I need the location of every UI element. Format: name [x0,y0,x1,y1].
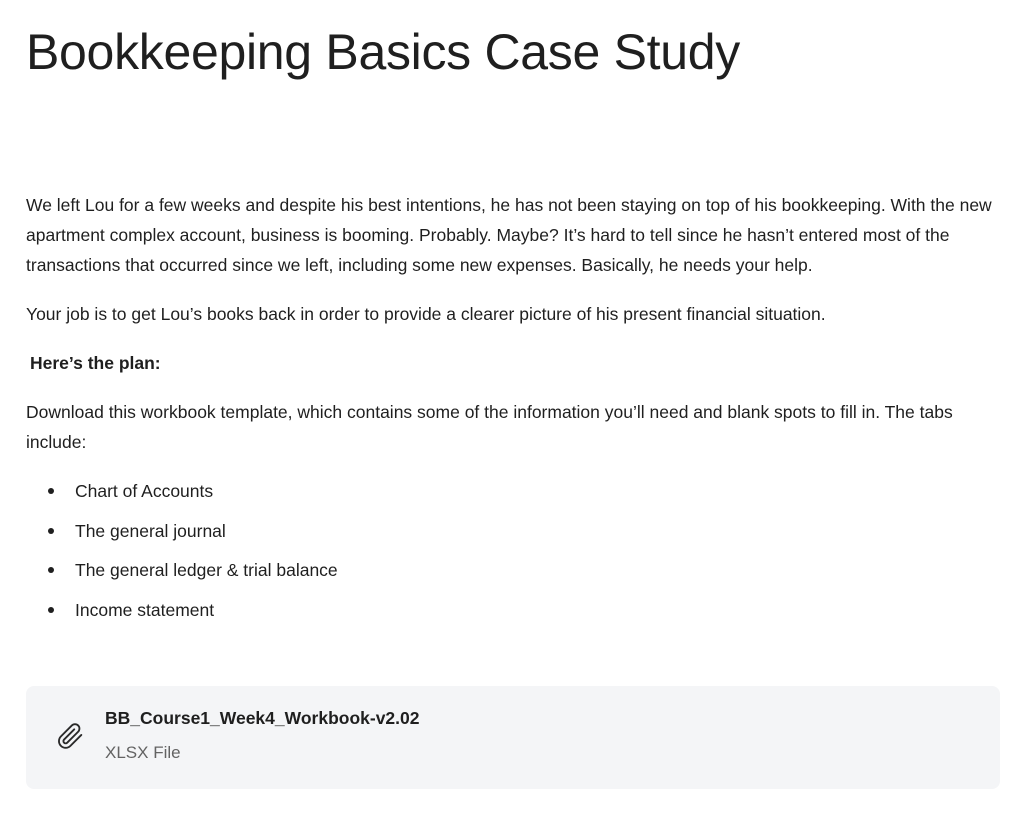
intro-paragraph: We left Lou for a few weeks and despite his best intentions, he has not been staying on top of his bookkeeping. With the new apartment complex account, business is booming. Probably. Maybe? It’s hard to tell since he hasn’t entered most of the transactions that occurred since we left, including some new expenses. Basically, he needs your help. [26,195,992,275]
page-title: Bookkeeping Basics Case Study [26,24,740,80]
list-item [48,476,1004,506]
job-paragraph: Your job is to get Lou’s books back in order to provide a clearer picture of his present financial situation. [26,304,826,324]
list-item [48,595,1004,625]
list-item [48,555,1004,585]
bullet-icon [48,488,54,494]
workbook-tabs-list [26,476,1004,625]
reading-content [26,190,1004,634]
list-item-label: The general ledger & trial balance [75,560,338,580]
download-paragraph: Download this workbook template, which contains some of the information you’ll need and blank spots to fill in. The tabs include: [26,402,953,452]
attachment-file-type: XLSX File [105,743,181,762]
bullet-icon [48,567,54,573]
attachment-file-name[interactable]: BB_Course1_Week4_Workbook-v2.02 [105,708,420,728]
list-item [48,516,1004,546]
workbook-attachment-card[interactable] [26,686,1000,789]
bullet-icon [48,528,54,534]
list-item-label: The general journal [75,520,226,541]
paperclip-icon [54,720,86,752]
bullet-icon [48,607,54,613]
list-item-label: Chart of Accounts [75,481,214,501]
plan-heading: Here’s the plan: [30,353,161,373]
list-item-label: Income statement [75,599,215,620]
